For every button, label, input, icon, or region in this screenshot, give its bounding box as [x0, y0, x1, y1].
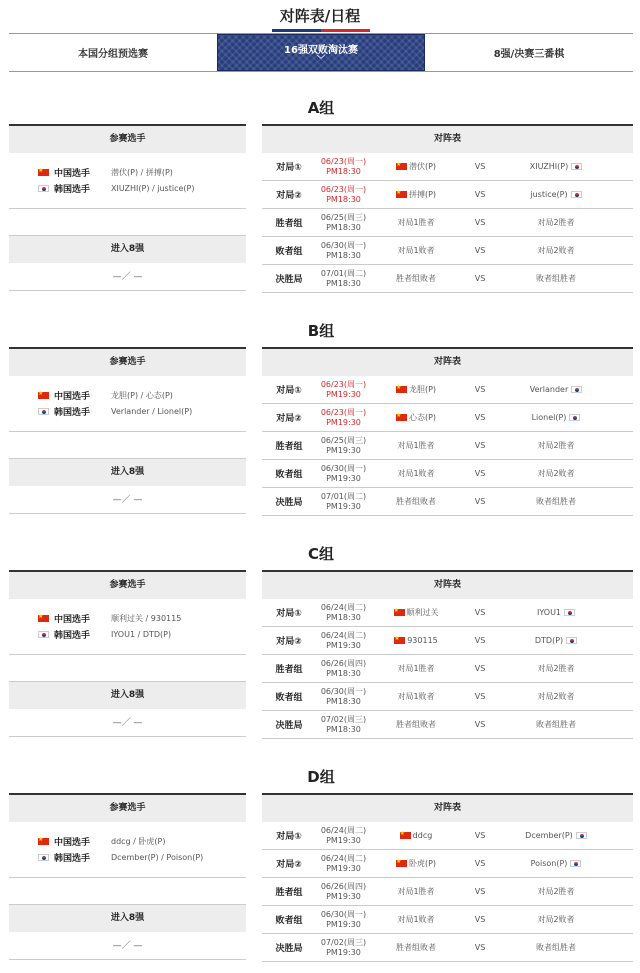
match-time: PM19:30	[326, 835, 361, 845]
player-name: 败者组胜者	[536, 274, 576, 283]
advance-header: 进入8强	[9, 459, 246, 486]
vs-label: VS	[474, 162, 486, 171]
match-player-2	[499, 217, 613, 228]
match-player-2	[499, 190, 613, 199]
match-date: 07/02(周三)	[320, 937, 367, 947]
match-round: 决胜局	[275, 498, 303, 508]
match-player-1	[371, 217, 461, 228]
participants-header: 参赛选手	[9, 572, 246, 599]
title-underline	[272, 29, 370, 32]
player-name: 拼搏(P)	[408, 190, 437, 199]
match-row	[262, 906, 633, 934]
participants-spacer	[9, 432, 246, 459]
match-round: 败者组	[275, 693, 303, 703]
match-date: 06/30(周一)	[320, 463, 367, 473]
advance-value: —／ —	[9, 709, 246, 737]
korea-player-names: Dcember(P) / Poison(P)	[111, 852, 204, 862]
match-datetime	[316, 715, 371, 735]
match-round: 决胜局	[275, 721, 303, 731]
korea-flag-icon	[566, 637, 577, 644]
players-list	[9, 822, 246, 878]
match-round: 对局②	[276, 860, 302, 870]
page-title: 对阵表/日程	[279, 7, 361, 25]
china-players-row	[38, 165, 173, 179]
match-player-2	[499, 914, 613, 925]
tab-label: 16强双败淘汰赛	[284, 45, 358, 56]
player-name: 对局2败者	[537, 469, 575, 478]
player-name: Lionel(P)	[531, 413, 567, 422]
match-round: 对局①	[276, 163, 302, 173]
match-round: 败者组	[275, 470, 303, 480]
match-row	[262, 237, 633, 265]
vs-label: VS	[474, 887, 486, 896]
korea-players-row	[38, 850, 203, 864]
korea-flag-icon	[571, 386, 582, 393]
match-datetime	[316, 854, 371, 874]
match-player-2	[499, 719, 613, 730]
player-name: 对局2胜者	[537, 664, 575, 673]
match-round: 决胜局	[275, 275, 303, 285]
vs-label: VS	[474, 274, 486, 283]
match-player-2	[499, 886, 613, 897]
match-player-1	[371, 468, 461, 479]
vs-label: VS	[474, 413, 486, 422]
advance-value: —／ —	[9, 932, 246, 960]
match-date: 07/01(周二)	[320, 268, 367, 278]
match-player-1	[371, 663, 461, 674]
china-player-names: 潜伏(P) / 拼搏(P)	[111, 167, 173, 177]
match-datetime	[316, 213, 371, 233]
vs-label: VS	[474, 831, 486, 840]
match-time: PM18:30	[326, 194, 361, 204]
match-round: 胜者组	[275, 442, 303, 452]
korea-flag-icon	[38, 185, 49, 192]
korea-flag-icon	[38, 408, 49, 415]
match-row	[262, 460, 633, 488]
korea-flag-icon	[564, 609, 575, 616]
match-player-1	[371, 273, 461, 284]
vs-label: VS	[474, 943, 486, 952]
bracket-header: 对阵表	[262, 126, 633, 153]
match-row	[262, 599, 633, 627]
korea-players-row	[38, 404, 192, 418]
match-player-1	[371, 719, 461, 730]
vs-label: VS	[474, 218, 486, 227]
korea-players-row	[38, 181, 194, 195]
match-time: PM19:30	[326, 473, 361, 483]
korea-flag-icon	[38, 854, 49, 861]
match-player-1	[371, 942, 461, 953]
participants-panel	[9, 124, 246, 291]
korea-flag-icon	[38, 631, 49, 638]
participants-spacer	[9, 878, 246, 905]
match-date: 06/24(周二)	[320, 825, 367, 835]
participants-panel	[9, 347, 246, 514]
match-player-2	[499, 413, 613, 422]
china-flag-icon	[38, 838, 49, 845]
player-name: ddcg	[412, 831, 433, 840]
korea-player-names: XIUZHI(P) / justice(P)	[111, 183, 195, 193]
match-time: PM19:30	[326, 417, 361, 427]
match-time: PM18:30	[326, 222, 361, 232]
match-time: PM19:30	[326, 389, 361, 399]
participants-spacer	[9, 209, 246, 236]
tab-label: 8强/决赛三番棋	[493, 49, 565, 60]
match-row	[262, 683, 633, 711]
participants-header: 参赛选手	[9, 349, 246, 376]
participants-panel	[9, 570, 246, 737]
match-round: 对局①	[276, 386, 302, 396]
player-name: 对局1败者	[397, 246, 435, 255]
bracket-header: 对阵表	[262, 349, 633, 376]
group-title: D组	[307, 768, 335, 786]
match-time: PM18:30	[326, 696, 361, 706]
match-player-2	[499, 162, 613, 171]
match-datetime	[316, 631, 371, 651]
participants-header: 参赛选手	[9, 126, 246, 153]
china-player-names: 龙胆(P) / 心态(P)	[111, 390, 173, 400]
tab-group-stage[interactable]	[9, 34, 217, 71]
china-flag-icon	[394, 637, 405, 644]
player-name: 对局1胜者	[397, 664, 435, 673]
match-player-1	[371, 245, 461, 256]
advance-header: 进入8强	[9, 905, 246, 932]
match-player-1	[371, 914, 461, 925]
match-time: PM19:30	[326, 919, 361, 929]
player-name: 卧虎(P)	[408, 859, 437, 868]
match-player-2	[499, 245, 613, 256]
vs-label: VS	[474, 664, 486, 673]
korea-player-names: IYOU1 / DTD(P)	[111, 629, 172, 639]
match-player-1	[371, 440, 461, 451]
participants-panel	[9, 793, 246, 960]
match-datetime	[316, 185, 371, 205]
korea-player-label: 韩国选手	[54, 184, 91, 195]
match-player-2	[499, 942, 613, 953]
match-player-2	[499, 636, 613, 645]
player-name: 胜者组败者	[396, 274, 436, 283]
vs-label: VS	[474, 441, 486, 450]
group-title: A组	[307, 99, 335, 117]
vs-label: VS	[474, 246, 486, 255]
match-player-1	[371, 858, 461, 869]
china-flag-icon	[396, 163, 407, 170]
player-name: 败者组胜者	[536, 497, 576, 506]
player-name: 龙胆(P)	[408, 385, 437, 394]
match-datetime	[316, 492, 371, 512]
match-row	[262, 432, 633, 460]
vs-label: VS	[474, 692, 486, 701]
players-list	[9, 376, 246, 432]
china-flag-icon	[396, 860, 407, 867]
match-round: 决胜局	[275, 944, 303, 954]
match-date: 06/30(周一)	[320, 240, 367, 250]
player-name: 顺利过关	[406, 608, 439, 617]
match-time: PM18:30	[326, 250, 361, 260]
player-name: 对局1胜者	[397, 218, 435, 227]
match-row	[262, 153, 633, 181]
player-name: 胜者组败者	[396, 497, 436, 506]
china-player-label: 中国选手	[54, 168, 91, 179]
china-flag-icon	[38, 392, 49, 399]
match-date: 06/23(周一)	[320, 379, 367, 389]
match-time: PM19:30	[326, 891, 361, 901]
china-players-row	[38, 388, 173, 402]
match-row	[262, 209, 633, 237]
match-time: PM18:30	[326, 612, 361, 622]
match-datetime	[316, 380, 371, 400]
player-name: DTD(P)	[534, 636, 564, 645]
match-player-2	[499, 468, 613, 479]
match-player-1	[371, 412, 461, 423]
match-round: 对局②	[276, 191, 302, 201]
match-date: 07/01(周二)	[320, 491, 367, 501]
match-datetime	[316, 241, 371, 261]
match-time: PM19:30	[326, 501, 361, 511]
tab-quarterfinal[interactable]	[425, 34, 633, 71]
bracket-panel	[262, 347, 633, 516]
player-name: Poison(P)	[530, 859, 568, 868]
match-row	[262, 376, 633, 404]
player-name: 败者组胜者	[536, 943, 576, 952]
match-row	[262, 934, 633, 962]
match-datetime	[316, 603, 371, 623]
korea-player-label: 韩国选手	[54, 407, 91, 418]
match-date: 06/24(周二)	[320, 602, 367, 612]
vs-label: VS	[474, 720, 486, 729]
match-player-1	[371, 496, 461, 507]
korea-players-row	[38, 627, 171, 641]
player-name: 对局2败者	[537, 692, 575, 701]
participants-header: 参赛选手	[9, 795, 246, 822]
match-player-2	[499, 440, 613, 451]
match-date: 06/26(周四)	[320, 658, 367, 668]
tab-round-of-16[interactable]	[217, 34, 425, 71]
group-title: B组	[307, 322, 335, 340]
bracket-panel	[262, 793, 633, 962]
player-name: 胜者组败者	[396, 720, 436, 729]
player-name: 930115	[407, 636, 438, 645]
match-round: 对局②	[276, 414, 302, 424]
advance-header: 进入8强	[9, 682, 246, 709]
match-row	[262, 655, 633, 683]
match-row	[262, 265, 633, 293]
china-player-label: 中国选手	[54, 837, 91, 848]
match-datetime	[316, 464, 371, 484]
match-datetime	[316, 910, 371, 930]
match-row	[262, 404, 633, 432]
player-name: 对局1败者	[397, 469, 435, 478]
vs-label: VS	[474, 636, 486, 645]
korea-player-label: 韩国选手	[54, 853, 91, 864]
player-name: 对局2败者	[537, 246, 575, 255]
match-datetime	[316, 659, 371, 679]
match-datetime	[316, 882, 371, 902]
match-row	[262, 878, 633, 906]
china-flag-icon	[38, 615, 49, 622]
match-player-2	[499, 691, 613, 702]
player-name: 对局1胜者	[397, 441, 435, 450]
korea-flag-icon	[571, 191, 582, 198]
korea-flag-icon	[571, 163, 582, 170]
china-player-label: 中国选手	[54, 391, 91, 402]
player-name: 对局2胜者	[537, 218, 575, 227]
page-header	[0, 0, 640, 33]
match-time: PM19:30	[326, 947, 361, 957]
vs-label: VS	[474, 608, 486, 617]
participants-spacer	[9, 655, 246, 682]
tab-label: 本国分组预选赛	[78, 49, 148, 60]
match-date: 06/24(周二)	[320, 853, 367, 863]
match-date: 06/25(周三)	[320, 435, 367, 445]
match-player-1	[371, 189, 461, 200]
match-row	[262, 850, 633, 878]
vs-label: VS	[474, 385, 486, 394]
match-round: 对局①	[276, 832, 302, 842]
china-flag-icon	[38, 169, 49, 176]
korea-flag-icon	[570, 860, 581, 867]
match-player-1	[371, 691, 461, 702]
players-list	[9, 153, 246, 209]
match-datetime	[316, 436, 371, 456]
china-players-row	[38, 611, 181, 625]
match-date: 06/26(周四)	[320, 881, 367, 891]
match-player-2	[499, 608, 613, 617]
china-players-row	[38, 834, 165, 848]
match-time: PM18:30	[326, 724, 361, 734]
match-date: 06/23(周一)	[320, 156, 367, 166]
match-date: 06/25(周三)	[320, 212, 367, 222]
china-flag-icon	[396, 191, 407, 198]
bracket-panel	[262, 124, 633, 293]
china-player-names: 顺利过关 / 930115	[111, 613, 182, 623]
player-name: 对局1败者	[397, 915, 435, 924]
match-player-1	[371, 607, 461, 618]
vs-label: VS	[474, 497, 486, 506]
match-player-1	[371, 886, 461, 897]
china-flag-icon	[394, 609, 405, 616]
bracket-header: 对阵表	[262, 572, 633, 599]
player-name: 潜伏(P)	[408, 162, 437, 171]
match-date: 06/24(周二)	[320, 630, 367, 640]
player-name: 对局1胜者	[397, 887, 435, 896]
vs-label: VS	[474, 915, 486, 924]
match-player-1	[371, 636, 461, 645]
match-player-2	[499, 831, 613, 840]
match-player-2	[499, 273, 613, 284]
player-name: 对局2败者	[537, 915, 575, 924]
player-name: 胜者组败者	[396, 943, 436, 952]
player-name: justice(P)	[530, 190, 568, 199]
match-player-1	[371, 384, 461, 395]
match-round: 对局②	[276, 637, 302, 647]
match-round: 败者组	[275, 916, 303, 926]
match-round: 胜者组	[275, 888, 303, 898]
match-datetime	[316, 157, 371, 177]
vs-label: VS	[474, 190, 486, 199]
china-flag-icon	[396, 386, 407, 393]
player-name: 对局1败者	[397, 692, 435, 701]
match-round: 败者组	[275, 247, 303, 257]
player-name: 心态(P)	[408, 413, 437, 422]
match-time: PM19:30	[326, 640, 361, 650]
china-flag-icon	[400, 832, 411, 839]
match-round: 胜者组	[275, 219, 303, 229]
bracket-header: 对阵表	[262, 795, 633, 822]
advance-value: —／ —	[9, 486, 246, 514]
player-name: XIUZHI(P)	[529, 162, 569, 171]
match-date: 06/30(周一)	[320, 909, 367, 919]
match-time: PM18:30	[326, 668, 361, 678]
match-row	[262, 488, 633, 516]
player-name: 对局2胜者	[537, 887, 575, 896]
player-name: Dcember(P)	[525, 831, 573, 840]
match-date: 06/23(周一)	[320, 184, 367, 194]
match-row	[262, 181, 633, 209]
chevron-down-icon: ﹀	[317, 55, 325, 64]
china-flag-icon	[396, 414, 407, 421]
advance-value: —／ —	[9, 263, 246, 291]
korea-player-label: 韩国选手	[54, 630, 91, 641]
match-time: PM18:30	[326, 166, 361, 176]
player-name: Verlander	[529, 385, 569, 394]
match-row	[262, 822, 633, 850]
match-player-2	[499, 859, 613, 868]
player-name: 败者组胜者	[536, 720, 576, 729]
match-date: 07/02(周三)	[320, 714, 367, 724]
vs-label: VS	[474, 859, 486, 868]
match-player-1	[371, 831, 461, 840]
players-list	[9, 599, 246, 655]
match-player-2	[499, 496, 613, 507]
player-name: 对局2胜者	[537, 441, 575, 450]
match-player-2	[499, 663, 613, 674]
player-name: IYOU1	[536, 608, 562, 617]
match-date: 06/23(周一)	[320, 407, 367, 417]
korea-flag-icon	[569, 414, 580, 421]
match-datetime	[316, 408, 371, 428]
match-player-2	[499, 385, 613, 394]
match-time: PM19:30	[326, 445, 361, 455]
match-row	[262, 627, 633, 655]
match-round: 对局①	[276, 609, 302, 619]
stage-tabs	[9, 33, 633, 72]
match-datetime	[316, 269, 371, 289]
match-datetime	[316, 826, 371, 846]
match-player-1	[371, 161, 461, 172]
korea-flag-icon	[576, 832, 587, 839]
match-round: 胜者组	[275, 665, 303, 675]
china-player-label: 中国选手	[54, 614, 91, 625]
group-title: C组	[307, 545, 334, 563]
advance-header: 进入8强	[9, 236, 246, 263]
match-time: PM18:30	[326, 278, 361, 288]
match-datetime	[316, 938, 371, 958]
match-datetime	[316, 687, 371, 707]
china-player-names: ddcg / 卧虎(P)	[111, 836, 166, 846]
match-date: 06/30(周一)	[320, 686, 367, 696]
bracket-panel	[262, 570, 633, 739]
korea-player-names: Verlander / Lionel(P)	[111, 406, 193, 416]
match-time: PM19:30	[326, 863, 361, 873]
vs-label: VS	[474, 469, 486, 478]
match-row	[262, 711, 633, 739]
